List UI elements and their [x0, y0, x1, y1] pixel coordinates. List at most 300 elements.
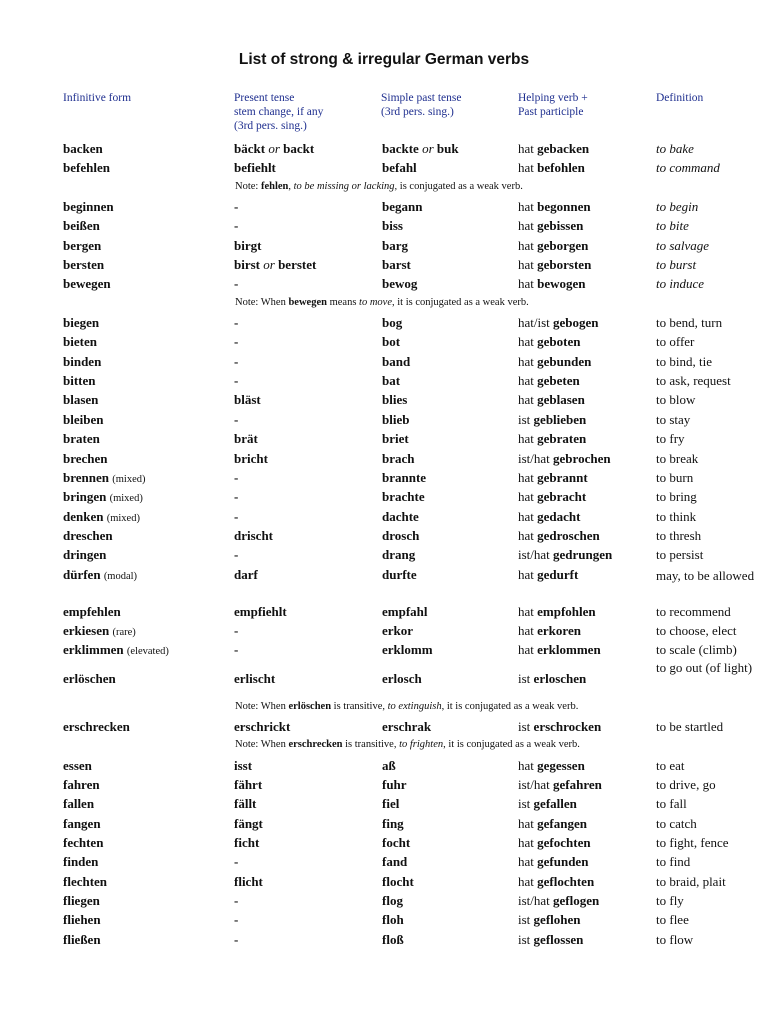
infinitive-cell: [63, 758, 92, 774]
past-cell: [382, 218, 403, 234]
past-participle: gefallen: [533, 796, 577, 812]
helping-verb: hat: [518, 353, 534, 369]
helping-cell: [518, 276, 586, 292]
definition-cell: to scale (climb): [656, 642, 737, 658]
present-text: -: [234, 469, 239, 485]
table-row: [0, 468, 768, 487]
infinitive-cell: [63, 816, 101, 832]
past-participle: geflossen: [533, 931, 584, 947]
helping-cell: [518, 373, 580, 389]
past-participle: geboten: [537, 334, 581, 350]
present-text: -: [234, 276, 239, 292]
table-row: [0, 216, 768, 235]
infinitive-text: empfehlen: [63, 603, 121, 619]
table-row: [0, 197, 768, 216]
past-cell: [382, 470, 426, 486]
infinitive-cell: [63, 238, 101, 254]
helping-cell: [518, 470, 588, 486]
definition-cell: to catch: [656, 815, 697, 831]
past-cell: [382, 854, 407, 870]
present-text: -: [234, 893, 239, 909]
header-present: [234, 91, 323, 133]
helping-cell: [518, 412, 586, 428]
present-text: -: [234, 642, 239, 658]
present-cell: [234, 835, 259, 851]
infinitive-text: brechen: [63, 450, 108, 466]
helping-verb: hat: [518, 237, 534, 253]
present-alt-text: backt: [283, 141, 315, 156]
helping-cell: [518, 642, 601, 658]
past-text: fing: [382, 815, 404, 831]
present-cell: [234, 218, 238, 234]
note-row: [0, 698, 768, 717]
past-text: empfahl: [382, 603, 428, 619]
past-text: erlosch: [382, 670, 422, 686]
infinitive-cell: [63, 470, 146, 486]
present-cell: [234, 509, 238, 525]
past-text: bot: [382, 334, 401, 350]
table-header: [0, 91, 768, 137]
past-participle: bewogen: [537, 276, 586, 292]
infinitive-text: fliehen: [63, 912, 101, 928]
helping-cell: [518, 160, 585, 176]
note-row: [0, 294, 768, 313]
verb-type-tag: (mixed): [109, 493, 143, 505]
note-verb: bewegen: [288, 296, 327, 308]
past-text: brachte: [382, 489, 425, 505]
past-text: barg: [382, 237, 408, 253]
header-present-line3: (3rd pers. sing.): [234, 120, 307, 132]
definition-cell: to fight, fence: [656, 835, 729, 850]
note-middle: means: [326, 296, 360, 308]
table-row: [0, 274, 768, 293]
past-cell: [382, 816, 404, 832]
infinitive-text: dürfen: [63, 566, 101, 582]
present-cell: [234, 431, 258, 447]
infinitive-cell: [63, 392, 98, 408]
infinitive-text: erklimmen: [63, 642, 124, 658]
infinitive-cell: [63, 373, 96, 389]
helping-verb: hat: [518, 873, 534, 889]
past-cell: [382, 835, 410, 851]
infinitive-cell: [63, 528, 113, 544]
note-row: [0, 178, 768, 197]
infinitive-text: bersten: [63, 257, 105, 273]
past-text: fand: [382, 854, 408, 870]
infinitive-text: erschrecken: [63, 718, 130, 734]
table-row: [0, 487, 768, 506]
helping-verb: hat: [518, 160, 534, 176]
infinitive-cell: [63, 412, 103, 428]
present-text: birgt: [234, 237, 262, 253]
note-text: [235, 739, 580, 750]
infinitive-text: backen: [63, 141, 103, 156]
past-participle: gebrochen: [553, 450, 611, 466]
infinitive-text: befehlen: [63, 160, 110, 176]
past-participle: gebogen: [553, 315, 599, 331]
present-text: ficht: [234, 835, 260, 850]
page-title: List of strong & irregular German verbs: [238, 51, 530, 68]
helping-verb: hat: [518, 218, 534, 234]
infinitive-cell: [63, 141, 103, 157]
past-cell: [382, 315, 402, 331]
helping-cell: [518, 218, 583, 234]
table-row: [0, 352, 768, 371]
present-cell: [234, 276, 238, 292]
past-cell: [382, 758, 396, 774]
helping-cell: [518, 257, 591, 273]
definition-cell: to choose, elect: [656, 622, 737, 638]
present-text: -: [234, 218, 239, 234]
verb-type-tag: (mixed): [112, 473, 146, 485]
definition-cell: may, to be allowed: [656, 567, 755, 583]
infinitive-text: fechten: [63, 835, 104, 850]
note-verb: fehlen: [260, 180, 289, 192]
past-cell: [382, 912, 404, 928]
helping-cell: [518, 509, 580, 525]
helping-cell: [518, 777, 602, 793]
present-cell: [234, 354, 238, 370]
verb-type-tag: (rare): [112, 626, 136, 638]
past-cell: [382, 642, 433, 658]
infinitive-cell: [63, 623, 136, 639]
helping-verb: hat: [518, 527, 534, 543]
present-cell: [234, 816, 263, 832]
table-row: [0, 507, 768, 526]
helping-verb: hat: [518, 431, 534, 447]
helping-verb: hat: [518, 603, 534, 619]
note-verb: erschrecken: [288, 739, 343, 751]
infinitive-text: bewegen: [63, 276, 111, 292]
infinitive-text: brennen: [63, 469, 109, 485]
infinitive-cell: [63, 796, 94, 812]
past-participle: gedurft: [537, 566, 579, 582]
past-participle: gebissen: [537, 218, 584, 234]
infinitive-text: fallen: [63, 796, 95, 812]
past-text: fuhr: [382, 776, 407, 792]
note-row: [0, 736, 768, 755]
note-meaning: to be missing or lacking,: [293, 180, 398, 192]
table-row: [0, 717, 768, 736]
definition-cell: to command: [656, 160, 720, 176]
definition-cell: to flee: [656, 912, 689, 928]
infinitive-text: fliegen: [63, 893, 100, 909]
infinitive-text: bringen: [63, 489, 107, 505]
helping-cell: [518, 141, 589, 157]
table-row: [0, 545, 768, 564]
helping-verb: hat: [518, 622, 534, 638]
past-text: brach: [382, 450, 415, 466]
present-cell: [234, 392, 261, 408]
definition-cell: to offer: [656, 334, 695, 350]
definition-cell: to think: [656, 508, 697, 524]
helping-cell: [518, 315, 599, 331]
definition-cell: to ask, request: [656, 373, 731, 389]
past-cell: [382, 334, 400, 350]
helping-cell: [518, 199, 591, 215]
header-infinitive: Infinitive form: [63, 92, 132, 104]
present-text: fällt: [234, 796, 257, 812]
verb-type-tag: (mixed): [106, 512, 140, 524]
definition-cell: to blow: [656, 392, 696, 408]
infinitive-text: blasen: [63, 392, 99, 408]
present-text: -: [234, 547, 239, 563]
infinitive-text: binden: [63, 353, 102, 369]
header-helping: [518, 91, 588, 119]
present-text: erschrickt: [234, 718, 291, 734]
note-text: [235, 181, 523, 192]
present-cell: [234, 796, 256, 812]
present-cell: [234, 334, 238, 350]
header-helping-line1: Helping verb +: [518, 92, 588, 104]
past-text: biss: [382, 218, 403, 234]
helping-cell: [518, 671, 586, 687]
past-text: erklomm: [382, 642, 433, 658]
present-cell: [234, 199, 238, 215]
definition-cell: to bring: [656, 489, 697, 505]
present-text: befiehlt: [234, 160, 276, 176]
past-participle: gegessen: [537, 757, 585, 773]
note-meaning: to extinguish: [387, 700, 442, 712]
present-text: empfiehlt: [234, 603, 287, 619]
definition-cell: to burst: [656, 257, 697, 273]
past-cell: [382, 932, 404, 948]
table-row: [0, 891, 768, 910]
helping-verb: hat: [518, 835, 534, 850]
past-text: band: [382, 353, 411, 369]
infinitive-text: fließen: [63, 931, 101, 947]
present-text: drischt: [234, 527, 273, 543]
present-cell: [234, 238, 261, 254]
infinitive-text: bergen: [63, 237, 102, 253]
note-prefix: Note: When: [235, 700, 289, 712]
table-row: [0, 390, 768, 409]
present-cell: [234, 257, 316, 273]
note-suffix: is conjugated as a weak verb.: [397, 180, 523, 192]
note-text: [235, 701, 578, 712]
present-text: -: [234, 373, 239, 389]
past-cell: [382, 567, 417, 583]
note-prefix: Note: When: [235, 739, 289, 751]
past-cell: [382, 874, 414, 890]
past-participle: empfohlen: [537, 603, 596, 619]
present-text: -: [234, 508, 239, 524]
verb-type-tag: (modal): [103, 570, 138, 582]
infinitive-cell: [63, 199, 114, 215]
table-row: [0, 852, 768, 871]
past-participle: geblasen: [537, 392, 585, 408]
present-or: or: [268, 141, 280, 156]
infinitive-cell: [63, 567, 137, 583]
present-text: -: [234, 931, 239, 947]
definition-cell: to flow: [656, 931, 694, 947]
past-participle: gebeten: [537, 373, 580, 389]
infinitive-cell: [63, 315, 99, 331]
helping-verb: hat: [518, 757, 534, 773]
past-cell: [382, 431, 409, 447]
header-present-line2: stem change, if any: [234, 106, 324, 118]
infinitive-text: bleiben: [63, 411, 104, 427]
past-text: erschrak: [382, 718, 432, 734]
present-text: -: [234, 199, 239, 215]
present-cell: [234, 671, 275, 687]
present-cell: [234, 642, 238, 658]
table-row: [0, 602, 768, 621]
helping-verb: hat: [518, 854, 534, 870]
past-cell: [382, 623, 413, 639]
past-cell: [382, 412, 409, 428]
present-cell: [234, 547, 238, 563]
verb-table: [0, 139, 768, 949]
definition-cell: to go out (of light): [656, 659, 753, 675]
present-text: erlischt: [234, 670, 276, 686]
helping-cell: [518, 567, 578, 583]
present-text: -: [234, 411, 239, 427]
past-participle: geborsten: [537, 257, 592, 273]
infinitive-cell: [63, 547, 106, 563]
infinitive-cell: [63, 160, 110, 176]
definition-cell: to bake: [656, 141, 694, 156]
past-participle: erschrocken: [533, 718, 602, 734]
past-text: briet: [382, 431, 409, 447]
definition-cell: to eat: [656, 757, 685, 773]
table-row: [0, 756, 768, 775]
infinitive-cell: [63, 489, 143, 505]
present-cell: [234, 528, 273, 544]
infinitive-text: beißen: [63, 218, 100, 234]
past-text: bog: [382, 315, 403, 331]
past-participle: gedroschen: [537, 527, 600, 543]
definition-cell: to braid, plait: [656, 873, 726, 889]
header-present-line1: Present tense: [234, 92, 295, 104]
helping-cell: [518, 392, 585, 408]
helping-verb: ist: [518, 931, 531, 947]
past-text: drang: [382, 547, 416, 563]
present-text: -: [234, 622, 239, 638]
table-row: [0, 449, 768, 468]
helping-verb: ist/hat: [518, 450, 550, 466]
note-suffix: , it is conjugated as a weak verb.: [443, 739, 580, 751]
past-cell: [382, 141, 459, 157]
infinitive-text: biegen: [63, 315, 100, 331]
header-past-line2: (3rd pers. sing.): [381, 106, 454, 118]
definition-cell: to find: [656, 854, 691, 870]
infinitive-text: erkiesen: [63, 622, 110, 638]
past-participle: geblieben: [533, 411, 587, 427]
past-text: focht: [382, 835, 411, 850]
helping-cell: [518, 893, 599, 909]
present-or: or: [263, 257, 275, 273]
infinitive-cell: [63, 912, 101, 928]
infinitive-text: dringen: [63, 547, 107, 563]
past-text: flocht: [382, 873, 414, 889]
note-suffix: , it is conjugated as a weak verb.: [392, 296, 529, 308]
infinitive-text: denken: [63, 508, 104, 524]
past-alt-text: buk: [436, 141, 459, 156]
definition-cell: to break: [656, 450, 699, 466]
note-meaning: to frighten: [399, 739, 444, 751]
verb-type-tag: (elevated): [126, 646, 169, 658]
helping-cell: [518, 912, 581, 928]
past-cell: [382, 257, 411, 273]
table-row: [0, 158, 768, 177]
table-row: [0, 794, 768, 813]
past-cell: [382, 777, 407, 793]
infinitive-text: dreschen: [63, 527, 113, 543]
infinitive-cell: [63, 334, 97, 350]
infinitive-cell: [63, 874, 107, 890]
present-cell: [234, 874, 263, 890]
infinitive-text: fangen: [63, 815, 101, 831]
helping-verb: ist: [518, 411, 531, 427]
past-cell: [382, 354, 410, 370]
past-cell: [382, 509, 419, 525]
table-row: [0, 526, 768, 545]
helping-cell: [518, 835, 591, 851]
present-cell: [234, 777, 262, 793]
helping-cell: [518, 796, 577, 812]
note-prefix: Note: When: [235, 296, 289, 308]
helping-cell: [518, 854, 588, 870]
table-row: [0, 139, 768, 158]
present-cell: [234, 470, 238, 486]
past-participle: begonnen: [537, 199, 591, 215]
present-cell: [234, 451, 268, 467]
present-cell: [234, 893, 238, 909]
present-cell: [234, 912, 238, 928]
past-participle: gefahren: [553, 776, 602, 792]
header-past: [381, 91, 462, 119]
helping-verb: hat: [518, 373, 534, 389]
definition-cell: to recommend: [656, 603, 731, 619]
past-participle: geflohen: [533, 912, 581, 928]
header-helping-line2: Past participle: [518, 106, 584, 118]
table-row: [0, 775, 768, 794]
header-past-line1: Simple past tense: [381, 92, 462, 104]
past-text: bat: [382, 373, 401, 389]
helping-verb: hat: [518, 199, 534, 215]
helping-verb: ist/hat: [518, 893, 550, 909]
infinitive-cell: [63, 893, 100, 909]
definition-cell: to begin: [656, 199, 699, 215]
past-participle: geflochten: [537, 873, 595, 889]
helping-cell: [518, 334, 580, 350]
past-cell: [382, 719, 431, 735]
infinitive-cell: [63, 451, 108, 467]
past-text: fiel: [382, 796, 400, 812]
infinitive-cell: [63, 257, 104, 273]
table-row: [0, 313, 768, 332]
past-participle: gebunden: [537, 353, 592, 369]
helping-verb: hat: [518, 469, 534, 485]
helping-verb: hat: [518, 276, 534, 292]
past-text: drosch: [382, 527, 420, 543]
infinitive-cell: [63, 932, 101, 948]
definition-cell: to induce: [656, 276, 705, 292]
past-cell: [382, 276, 417, 292]
present-cell: [234, 567, 258, 583]
present-cell: [234, 489, 238, 505]
table-row: [0, 910, 768, 929]
note-text: [235, 297, 529, 308]
present-text: -: [234, 353, 239, 369]
infinitive-cell: [63, 671, 116, 687]
present-text: birst: [234, 257, 260, 273]
present-cell: [234, 758, 252, 774]
past-cell: [382, 238, 408, 254]
past-text: durfte: [382, 566, 417, 582]
definition-cell: to be startled: [656, 718, 724, 734]
